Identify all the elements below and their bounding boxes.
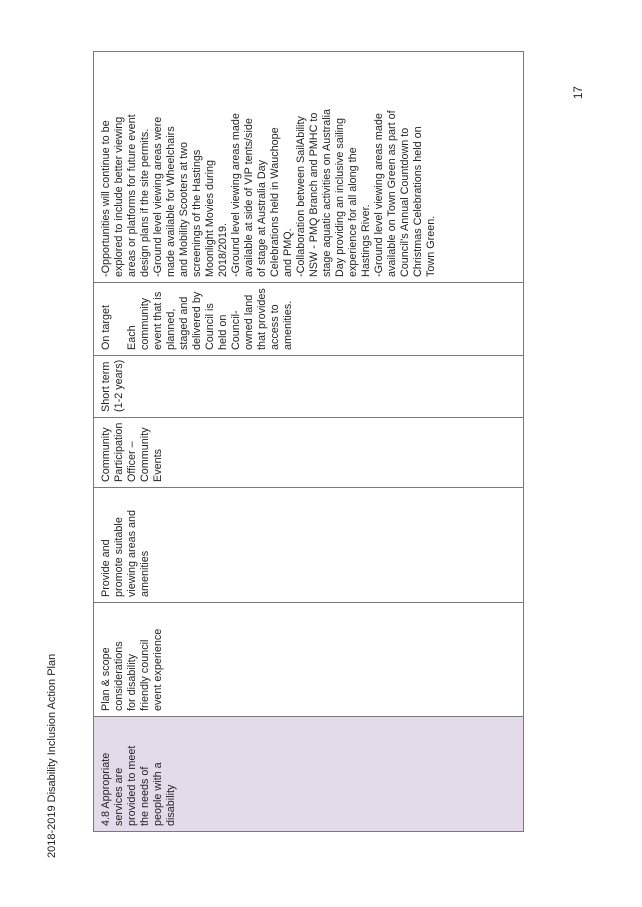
cell-text-line: the needs of bbox=[139, 766, 151, 826]
cell-text-line: Council- bbox=[230, 310, 242, 350]
cell-text-line: Participation bbox=[113, 422, 125, 482]
cell-text-line: promote suitable bbox=[113, 517, 125, 597]
cell-text-line: experience for all along the bbox=[347, 147, 359, 277]
action-cell bbox=[94, 488, 524, 603]
cell-text-line: planned, bbox=[165, 308, 177, 350]
cell-text-line: people with a bbox=[152, 762, 164, 826]
cell-text-line: NSW - PMQ Branch and PMHC to bbox=[308, 112, 320, 277]
action-plan-table bbox=[93, 51, 524, 832]
cell-text-line: of stage at Australia Day bbox=[256, 159, 268, 277]
cell-text-line: disability bbox=[165, 784, 177, 826]
cell-text-line: Officer – bbox=[126, 441, 138, 482]
cell-text-line: 2018/2019. bbox=[217, 222, 229, 277]
cell-text-line: viewing areas and bbox=[126, 509, 138, 597]
cell-text-line: Hastings River. bbox=[360, 204, 372, 277]
cell-text-line: community bbox=[139, 297, 151, 350]
page-number: 17 bbox=[573, 86, 585, 99]
cell-text-line: available at side of VIP tents/side bbox=[243, 118, 255, 277]
responsibility-cell bbox=[94, 418, 524, 488]
cell-text-line: staged and bbox=[178, 296, 190, 350]
cell-text-line: considerations bbox=[113, 641, 125, 711]
cell-text-line: provided to meet bbox=[126, 745, 138, 826]
cell-text-line: services are bbox=[113, 767, 125, 826]
cell-text-line: (1-2 years) bbox=[113, 359, 125, 412]
cell-text-line: Plan & scope bbox=[100, 647, 112, 711]
timeframe-cell bbox=[94, 356, 524, 418]
comments-cell bbox=[94, 52, 524, 283]
cell-text-line: available on Town Green as part of bbox=[386, 110, 398, 277]
strategy-cell bbox=[94, 603, 524, 717]
table-row bbox=[94, 52, 524, 832]
cell-text-line: -Ground level viewing areas made bbox=[230, 113, 242, 277]
cell-text-line: Each bbox=[126, 325, 138, 350]
cell-text-line: Events bbox=[152, 448, 164, 482]
cell-text-line: Christmas Celebrations held on bbox=[412, 126, 424, 277]
cell-text-line: Community bbox=[100, 427, 112, 482]
cell-text-line: -Ground level viewing areas made bbox=[373, 113, 385, 277]
cell-text-line: Short term bbox=[100, 361, 112, 412]
cell-text-line: -Ground level viewing areas were bbox=[152, 116, 164, 277]
rotated-table-wrapper bbox=[93, 52, 524, 832]
status-cell bbox=[94, 283, 524, 356]
cell-text-line: Celebrations held in Wauchope bbox=[269, 127, 281, 277]
cell-text-line: amenities. bbox=[282, 300, 294, 350]
cell-text-line: Council’s Annual Countdown to bbox=[399, 127, 411, 277]
cell-text-line: held on bbox=[217, 314, 229, 350]
cell-text-line: event experience bbox=[152, 628, 164, 711]
cell-text-line: explored to include better viewing bbox=[113, 116, 125, 277]
cell-text-line: stage aquatic activities on Australia bbox=[321, 108, 333, 277]
cell-text-line: On target bbox=[100, 304, 112, 350]
cell-text-line: that provides bbox=[256, 288, 268, 350]
cell-text-line: Council is bbox=[204, 303, 216, 350]
outcome-cell bbox=[94, 717, 524, 832]
cell-text-line: Moonlight Movies during bbox=[204, 159, 216, 277]
cell-text-line: Community bbox=[139, 427, 151, 482]
cell-text-line: and Mobility Scooters at two bbox=[178, 141, 190, 277]
cell-text-line: and PMQ. bbox=[282, 228, 294, 277]
cell-text-line: 4.8 Appropriate bbox=[100, 752, 112, 826]
cell-text-line: Day providing an inclusive sailing bbox=[334, 117, 346, 277]
cell-text-line: -Collaboration between SailAbility bbox=[295, 116, 307, 277]
cell-text-line: design plans if the site permits. bbox=[139, 128, 151, 277]
cell-text-line bbox=[113, 285, 126, 350]
cell-text-line: event that is bbox=[152, 291, 164, 350]
cell-text-line: amenities bbox=[139, 550, 151, 597]
cell-text-line: Provide and bbox=[100, 539, 112, 597]
cell-text-line: screenings of the Hastings bbox=[191, 149, 203, 277]
document-footer-title: 2018-2019 Disability Inclusion Action Plan bbox=[46, 653, 58, 858]
cell-text-line: made available for Wheelchairs bbox=[165, 126, 177, 277]
cell-text-line: owned land bbox=[243, 294, 255, 350]
cell-text-line: delivered by bbox=[191, 291, 203, 350]
cell-text-line: Town Green. bbox=[425, 215, 437, 277]
cell-text-line: for disability bbox=[126, 653, 138, 711]
cell-text-line: access to bbox=[269, 304, 281, 350]
cell-text-line: -Opportunities will continue to be bbox=[100, 120, 112, 277]
cell-text-line: friendly council bbox=[139, 639, 151, 711]
cell-text-line: areas or platforms for future event bbox=[126, 114, 138, 277]
